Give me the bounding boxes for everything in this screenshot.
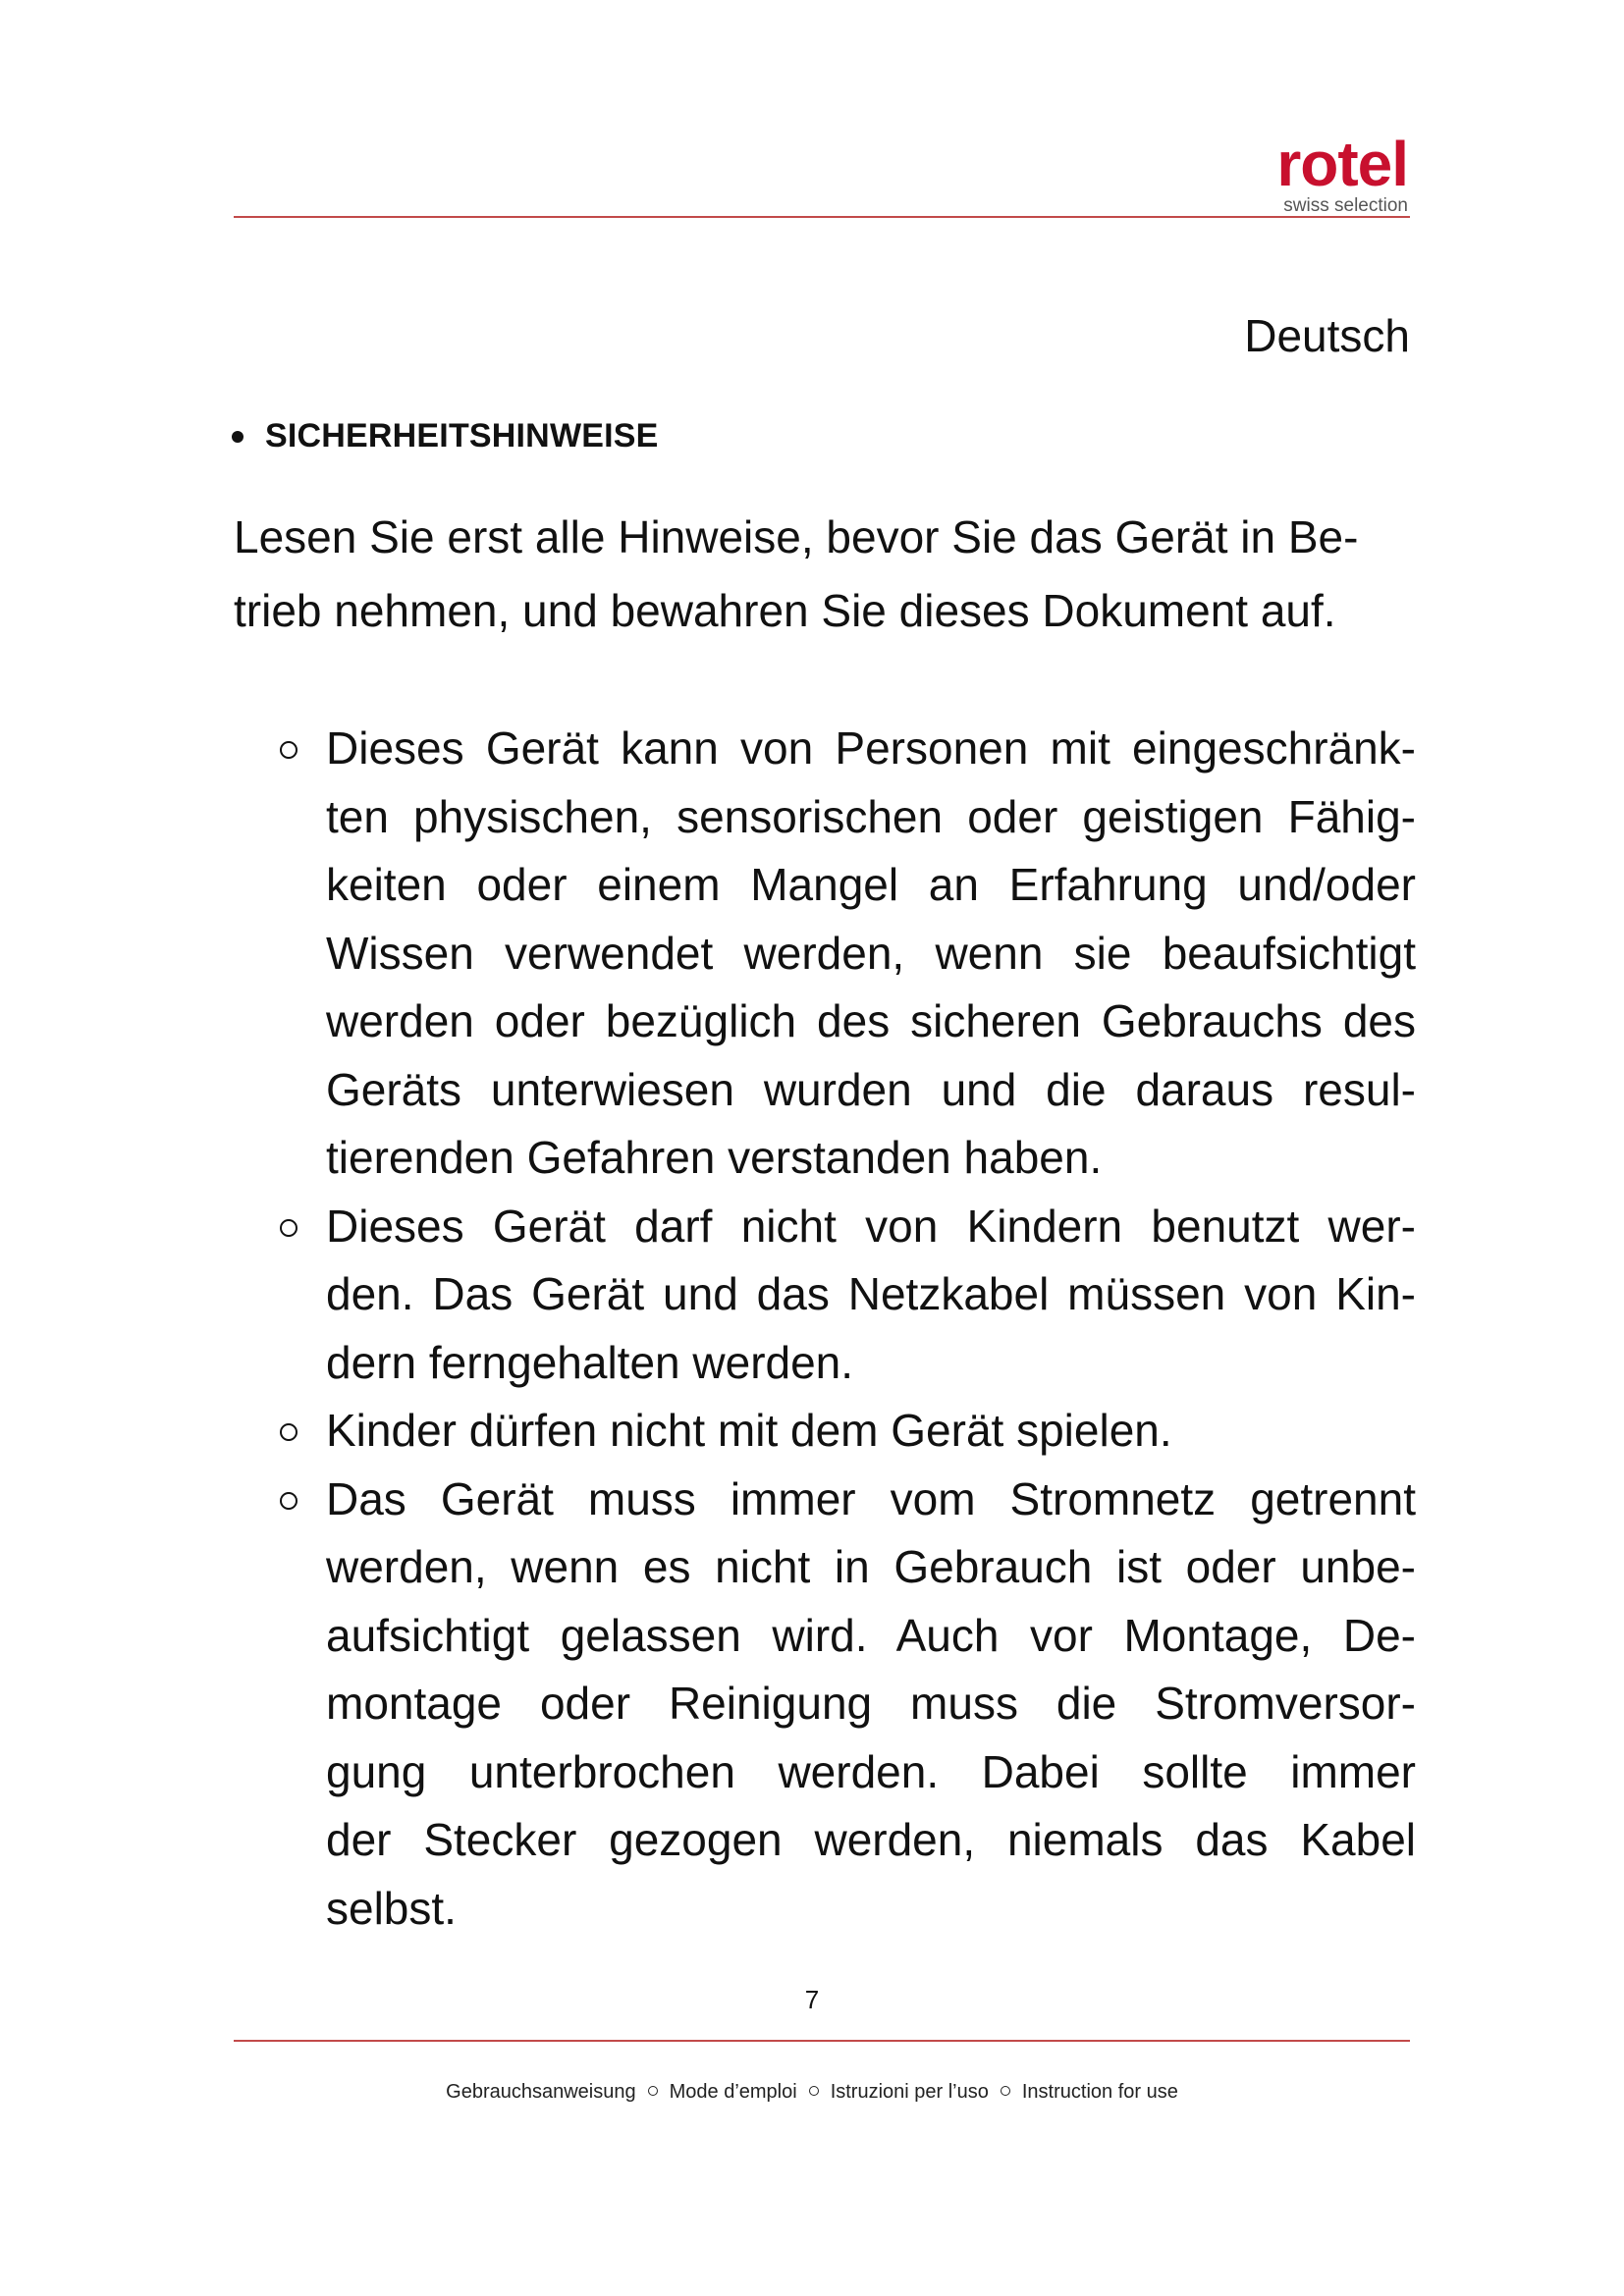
safety-line: Wissen verwendet werden, wenn sie beaufsichtigt — [326, 927, 1416, 979]
safety-line: gung unterbrochen werden. Dabei sollte immer — [326, 1745, 1416, 1797]
intro-paragraph — [234, 501, 1412, 648]
circle-separator-icon — [648, 2086, 658, 2096]
safety-line: Geräts unterwiesen wurden und die daraus resul- — [326, 1063, 1416, 1115]
intro-line: trieb nehmen, und bewahren Sie dieses Dokument auf. — [234, 585, 1336, 636]
section-heading — [232, 417, 659, 455]
header-rule — [234, 216, 1410, 218]
safety-line: Dieses Gerät darf nicht von Kindern benutzt wer- — [326, 1200, 1416, 1252]
safety-list — [277, 715, 1416, 1943]
circle-bullet-icon — [280, 1492, 298, 1510]
safety-line: aufsichtigt gelassen wird. Auch vor Montage, De- — [326, 1609, 1416, 1661]
circle-bullet-icon — [280, 741, 298, 759]
safety-line: den. Das Gerät und das Netzkabel müssen von Kin- — [326, 1268, 1416, 1319]
rotel-logo — [1176, 134, 1412, 223]
safety-line: dern ferngehalten werden. — [326, 1336, 854, 1388]
safety-line: der Stecker gezogen werden, niemals das Kabel — [326, 1814, 1416, 1865]
safety-line: Dieses Gerät kann von Personen mit eingeschränk- — [326, 722, 1416, 774]
safety-line: Kinder dürfen nicht mit dem Gerät spielen. — [326, 1405, 1172, 1456]
language-label: Deutsch — [1244, 310, 1410, 361]
safety-line: montage oder Reinigung muss die Stromversor- — [326, 1678, 1416, 1729]
logo-wordmark: rotel — [1276, 134, 1408, 199]
footer-item: Instruction for use — [1021, 2081, 1178, 2103]
footer — [0, 2081, 1624, 2104]
safety-line: tierenden Gefahren verstanden haben. — [326, 1132, 1103, 1183]
circle-separator-icon — [1001, 2086, 1010, 2096]
footer-item: Mode d’emploi — [669, 2081, 797, 2103]
bullet-icon — [232, 431, 244, 443]
safety-item — [277, 1193, 1416, 1398]
safety-line: werden, wenn es nicht in Gebrauch ist oder unbe- — [326, 1541, 1416, 1592]
safety-line: werden oder bezüglich des sicheren Gebrauchs des — [326, 995, 1416, 1046]
footer-rule — [234, 2040, 1410, 2042]
intro-line: Lesen Sie erst alle Hinweise, bevor Sie das Gerät in Be- — [234, 511, 1359, 562]
safety-item — [277, 1397, 1416, 1466]
safety-item — [277, 715, 1416, 1193]
circle-bullet-icon — [280, 1423, 298, 1441]
logo-tagline: swiss selection — [1283, 195, 1408, 216]
circle-bullet-icon — [280, 1219, 298, 1237]
footer-item: Gebrauchsanweisung — [446, 2081, 636, 2103]
safety-line: ten physischen, sensorischen oder geistigen Fähig- — [326, 790, 1416, 842]
safety-item — [277, 1466, 1416, 1944]
page-number: 7 — [804, 1985, 820, 2014]
safety-line: Das Gerät muss immer vom Stromnetz getrennt — [326, 1472, 1416, 1524]
safety-line: selbst. — [326, 1882, 457, 1934]
section-heading-text: SICHERHEITSHINWEISE — [265, 417, 659, 454]
circle-separator-icon — [809, 2086, 819, 2096]
safety-line: keiten oder einem Mangel an Erfahrung und/oder — [326, 859, 1416, 910]
footer-item: Istruzioni per l’uso — [830, 2081, 989, 2103]
